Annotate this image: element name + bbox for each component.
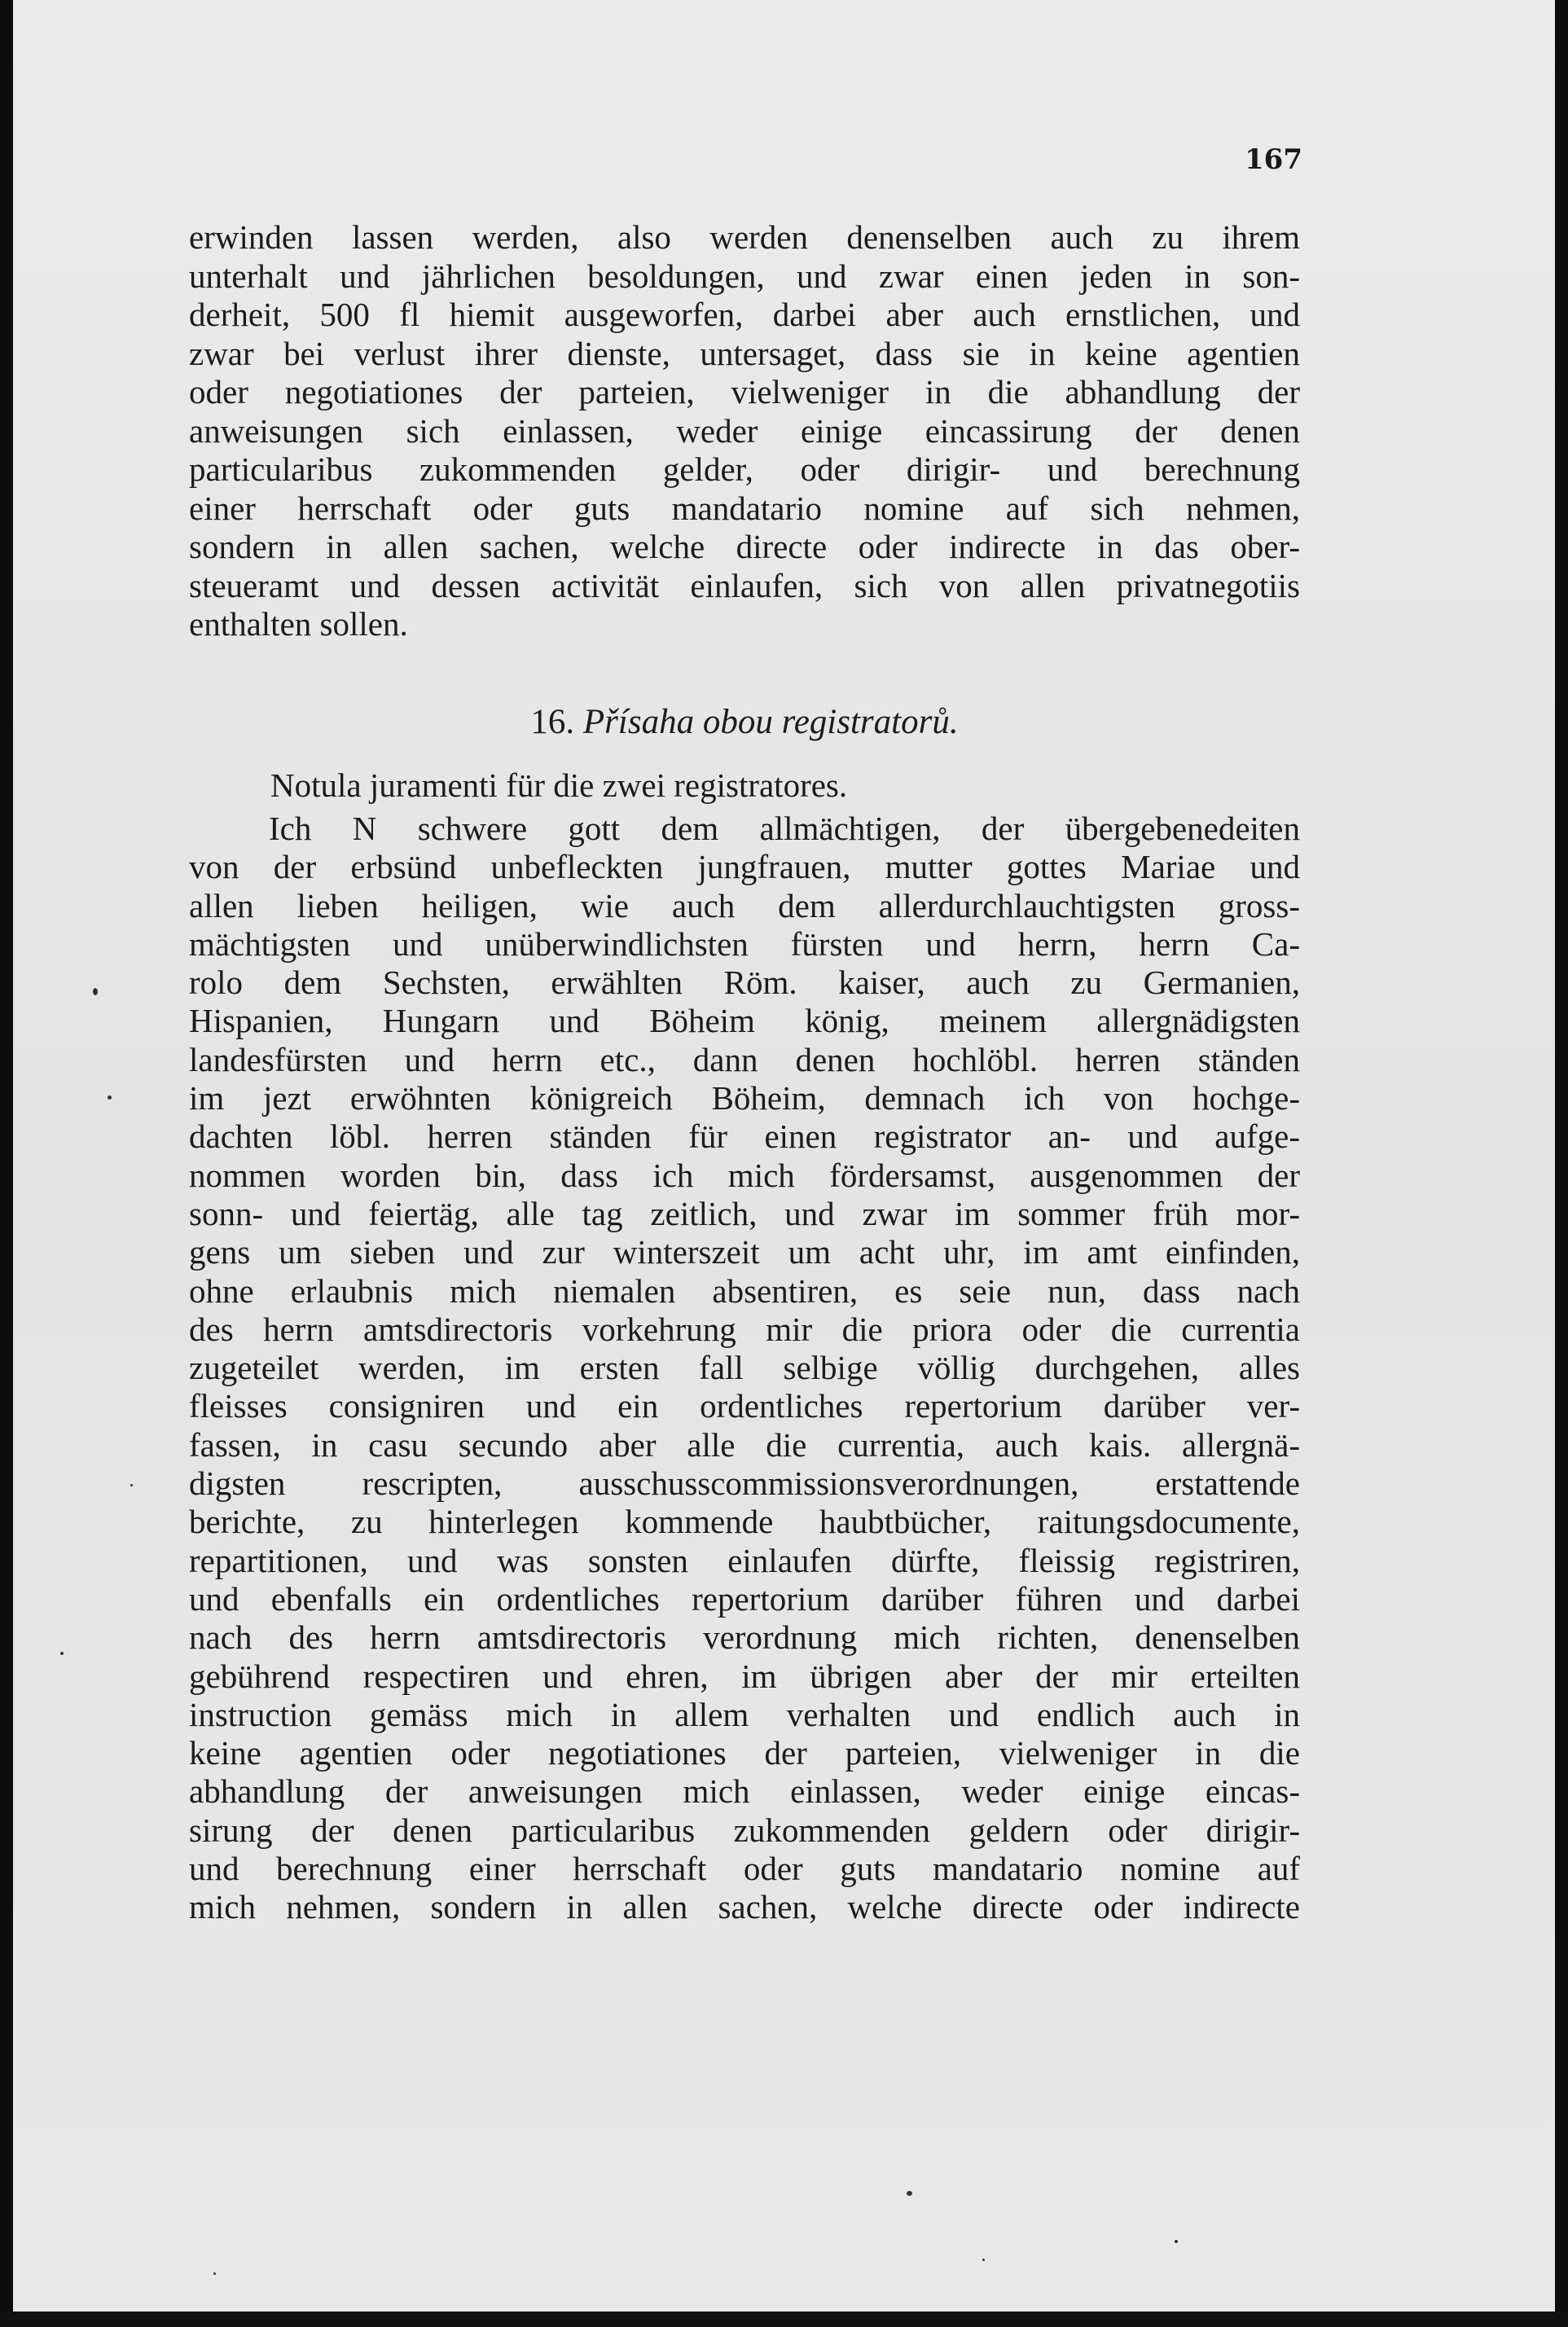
scan-speck — [130, 1484, 133, 1486]
text-line: erwinden lassen werden, also werden denenselben auch zu ihrem — [189, 218, 1300, 256]
text-line: einer herrschaft oder guts mandatario nomine auf sich nehmen, — [189, 489, 1300, 527]
text-line: gens um sieben und zur winterszeit um acht uhr, im amt einfinden, — [189, 1233, 1300, 1271]
text-line: fleisses consigniren und ein ordentliches repertorium darüber ver- — [189, 1387, 1300, 1425]
oath-paragraph — [189, 810, 1300, 1927]
text-line: des herrn amtsdirectoris vorkehrung mir die priora oder die currentia — [189, 1310, 1300, 1348]
text-line: fassen, in casu secundo aber alle die currentia, auch kais. allergnä- — [189, 1425, 1300, 1464]
scan-border — [0, 2312, 1568, 2327]
text-line: landesfürsten und herrn etc., dann denen hochlöbl. herren ständen — [189, 1040, 1300, 1078]
text-line: zugeteilet werden, im ersten fall selbige völlig durchgehen, alles — [189, 1349, 1300, 1387]
text-line: keine agentien oder negotiationes der parteien, vielweniger in die — [189, 1734, 1300, 1772]
scan-speck — [108, 1095, 112, 1100]
text-line: sirung der denen particularibus zukommenden geldern oder dirigir- — [189, 1811, 1300, 1849]
text-line: sondern in allen sachen, welche directe oder indirecte in das ober- — [189, 528, 1300, 565]
text-line: particularibus zukommenden gelder, oder dirigir- und berechnung — [189, 450, 1300, 488]
text-line: instruction gemäss mich in allem verhalten und endlich auch in — [189, 1695, 1300, 1733]
text-line: sonn- und feiertäg, alle tag zeitlich, und zwar im sommer früh mor- — [189, 1194, 1300, 1232]
text-line: digsten rescripten, ausschusscommissionsverordnungen, erstattende — [189, 1464, 1300, 1503]
section-heading — [189, 702, 1300, 743]
text-line: nach des herrn amtsdirectoris verordnung mich richten, denenselben — [189, 1618, 1300, 1657]
scan-speck — [93, 988, 98, 995]
text-line: enthalten sollen. — [189, 605, 408, 643]
text-line: rolo dem Sechsten, erwählten Röm. kaiser, auch zu Germanien, — [189, 964, 1300, 1002]
text-line: zwar bei verlust ihrer dienste, untersaget, dass sie in keine agentien — [189, 334, 1300, 372]
text-line: gebührend respectiren und ehren, im übrigen aber der mir erteilten — [189, 1657, 1300, 1695]
scan-speck — [982, 2259, 985, 2261]
text-line: oder negotiationes der parteien, vielweniger in die abhandlung der — [189, 373, 1300, 411]
text-line: anweisungen sich einlassen, weder einige eincassirung der denen — [189, 411, 1300, 450]
text-line: von der erbsünd unbefleckten jungfrauen, mutter gottes Mariae und — [189, 848, 1300, 886]
section-number: 16. — [530, 703, 575, 741]
text-line: ohne erlaubnis mich niemalen absentiren, es seie nun, dass nach — [189, 1271, 1300, 1310]
text-line: berichte, zu hinterlegen kommende haubtbücher, raitungsdocumente, — [189, 1503, 1300, 1541]
text-line: mächtigsten und unüberwindlichsten fürsten und herrn, herrn Ca- — [189, 924, 1300, 963]
text-line: im jezt erwöhnten königreich Böheim, demnach ich von hochge- — [189, 1079, 1300, 1117]
text-line: dachten löbl. herren ständen für einen registrator an- und aufge- — [189, 1117, 1300, 1156]
text-line: abhandlung der anweisungen mich einlassen, weder einige eincas- — [189, 1772, 1300, 1811]
text-line: Hispanien, Hungarn und Böheim könig, meinem allergnädigsten — [189, 1002, 1300, 1040]
scanned-page — [13, 0, 1555, 2312]
text-line: repartitionen, und was sonsten einlaufen dürfte, fleissig registriren, — [189, 1541, 1300, 1579]
paragraph-continuation — [189, 218, 1300, 644]
text-line: steueramt und dessen activität einlaufen, sich von allen privatnegotiis — [189, 566, 1300, 604]
scan-speck — [213, 2272, 216, 2275]
text-line: Ich N schwere gott dem allmächtigen, der übergebenedeiten — [269, 810, 1300, 847]
text-line: und ebenfalls ein ordentliches repertorium darüber führen und darbei — [189, 1579, 1300, 1618]
text-line: mich nehmen, sondern in allen sachen, welche directe oder indirecte — [189, 1888, 1300, 1926]
page-number: 167 — [1245, 143, 1302, 176]
text-line: derheit, 500 fl hiemit ausgeworfen, darbei aber auch ernstlichen, und — [189, 296, 1300, 333]
text-line: nommen worden bin, dass ich mich fördersamst, ausgenommen der — [189, 1156, 1300, 1194]
text-line: und berechnung einer herrschaft oder guts mandatario nomine auf — [189, 1850, 1300, 1888]
notula-heading: Notula juramenti für die zwei registratores. — [270, 766, 848, 804]
scan-speck — [1175, 2240, 1178, 2243]
scan-speck — [60, 1652, 64, 1655]
text-line: allen lieben heiligen, wie auch dem allerdurchlauchtigsten gross- — [189, 886, 1300, 924]
text-line: unterhalt und jährlichen besoldungen, und zwar einen jeden in son- — [189, 257, 1300, 295]
scan-speck — [907, 2191, 912, 2196]
section-title: Přísaha obou registratorů. — [582, 703, 959, 741]
